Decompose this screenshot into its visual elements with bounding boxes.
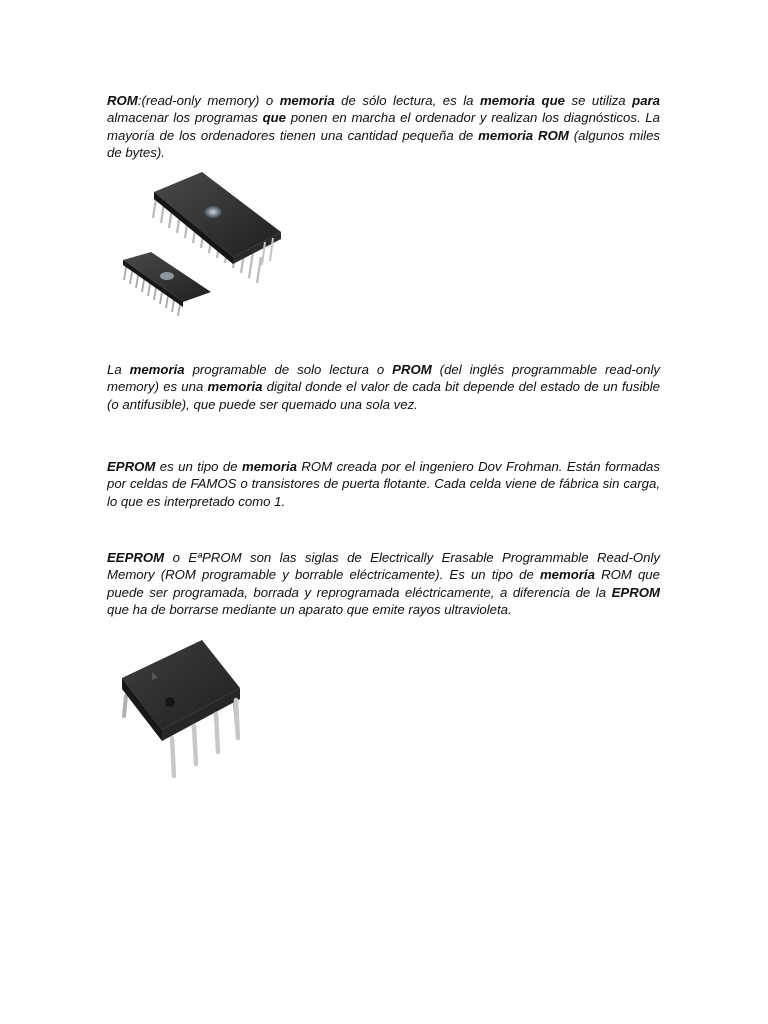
text-run: que ha de borrarse mediante un aparato que emite rayos ultravioleta. [107,601,512,617]
bold-term: memoria [480,93,535,108]
text-run: (del inglés programmable read-only memory) es una [107,362,660,395]
text-run: de sólo lectura, es la [334,93,481,108]
paragraph-eprom [107,458,660,510]
bold-term: EPROM [611,584,660,600]
text-run: ROM creada por el ingeniero Dov Frohman. Están formadas por celdas de FAMOS o transistores de puerta flotante. Cada celda viene de fábrica sin carga, lo que es interpretado como 1. [107,459,660,509]
bold-term: ROM [538,127,569,143]
bold-term: memoria [539,567,595,583]
text-run: ROM que puede ser programada, borrada y reprogramada eléctricamente, a diferencia de la [107,567,660,600]
text-run: se utiliza [564,93,633,108]
text-run: programable de solo lectura o [184,362,393,377]
text-run: (algunos miles de bytes). [107,127,660,160]
bold-term: EPROM [107,459,156,474]
bold-term: que [262,110,287,126]
bold-term: ROM [107,93,138,108]
paragraph-prom [107,361,660,413]
text-run: almacenar los programas [107,110,263,126]
text-run: ponen en marcha el ordenador y realizan los diagnósticos. La mayoría de los ordenadores tienen una cantidad pequeña de [107,110,660,143]
bold-term: PROM [392,362,432,377]
text-run: o EªPROM son las siglas de Electrically Erasable Programmable Read-Only Memory (ROM programable y borrable eléctricamente). Es un tipo de [107,550,660,583]
bold-term: memoria [207,379,263,395]
eprom-chips-photo [107,172,287,322]
bold-term: memoria [129,362,185,377]
text-run: La [107,362,130,377]
bold-term: memoria [279,93,335,108]
bold-term: que [541,93,565,108]
dip8-chip-photo [112,638,247,783]
bold-term: memoria [241,459,297,474]
paragraph-rom [107,92,660,161]
text-run: digital donde el valor de cada bit depende del estado de un fusible (o antifusible), que puede ser quemado una sola vez. [107,379,660,412]
bold-term: EEPROM [107,550,165,565]
text-run: es un tipo de [155,459,242,474]
bold-term: memoria [478,127,534,143]
paragraph-eeprom [107,549,660,618]
text-run: :(read-only memory) o [137,93,280,108]
bold-term: para [632,93,660,108]
